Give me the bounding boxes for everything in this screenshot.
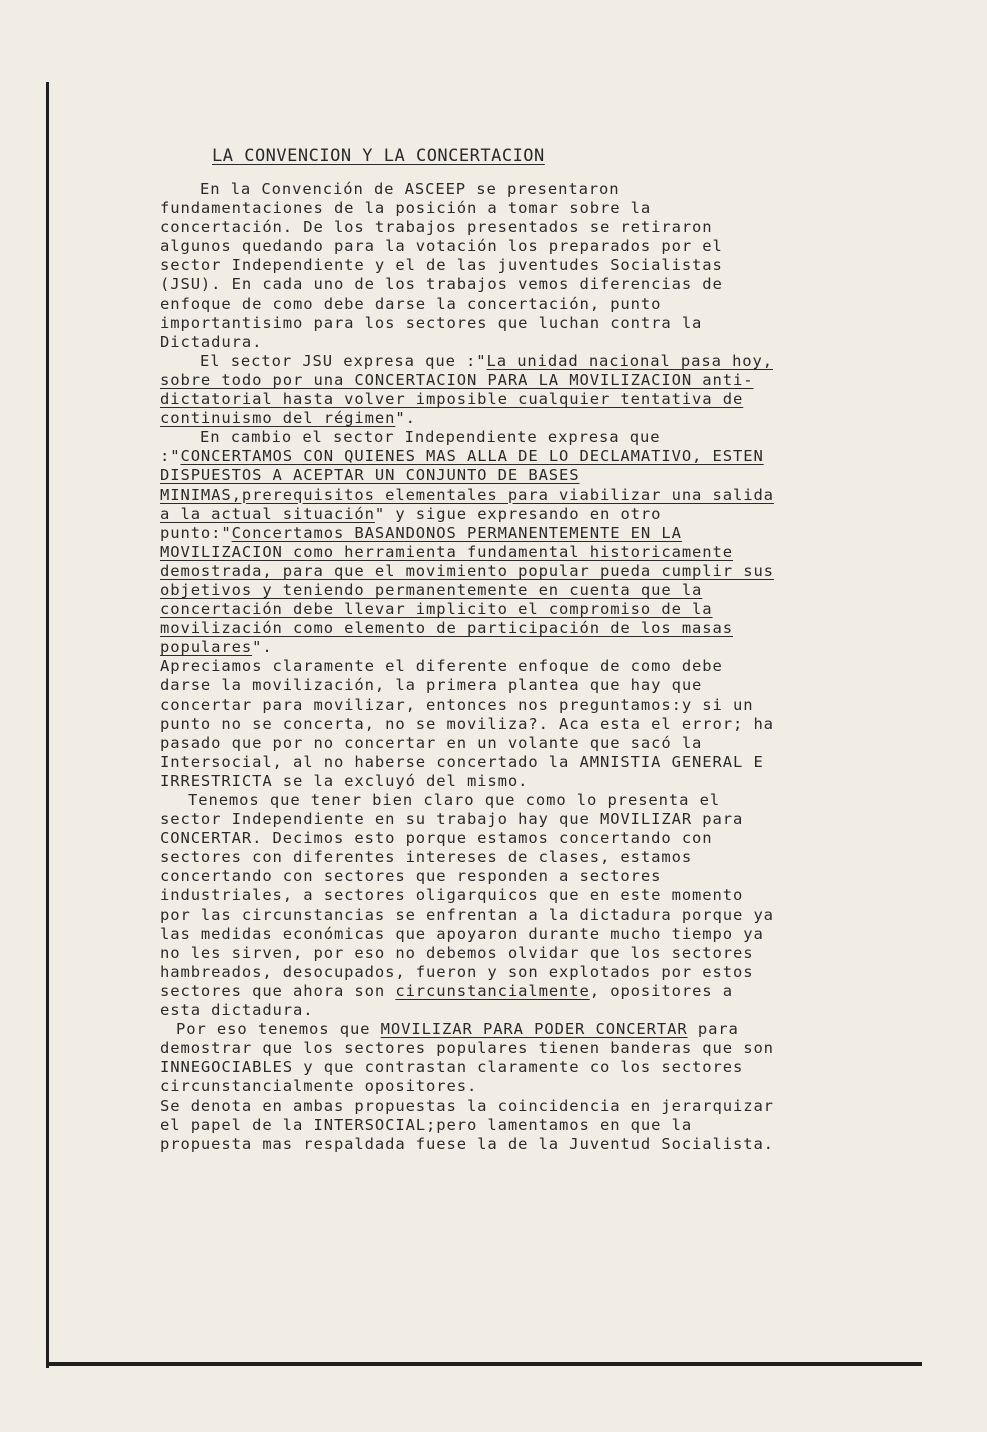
article-title: LA CONVENCION Y LA CONCERTACION [212,146,545,166]
paragraph-text: El sector JSU expresa que :" [200,351,487,370]
paragraph [160,657,780,791]
paragraph [160,791,780,1020]
paragraph-text: ". [252,638,273,657]
underlined-quote: Concertamos BASANDONOS PERMANENTEMENTE EN LA MOVILIZACION como herramienta fundamental historicamente demostrada, para que el movimiento popular pueda cumplir sus objetivos y teniendo permanentemente en cuenta que la concertación debe llevar implicito el compromiso de la movilización como elemento de participación de los masas populares [160,523,774,657]
paragraph-text: " y sigue expresando en otro punto:" [160,504,662,542]
underlined-quote: MOVILIZAR PARA PODER CONCERTAR [380,1020,688,1039]
paragraph-text: Se denota en ambas propuestas la coincidencia en jerarquizar el papel de la INTERSOCIAL;pero lamentamos en que la propuesta mas respaldada fuese la de la Juventud Socialista. [160,1096,774,1153]
bottom-rule [46,1362,922,1366]
paragraph-text: Por eso tenemos que [176,1020,381,1039]
paragraph [160,428,780,657]
paragraph [160,1020,780,1096]
paragraph-text: ". [395,409,416,428]
paragraph-text: para demostrar que los sectores populares tienen banderas que son INNEGOCIABLES y que contrastan claramente co los sectores circunstancialmente opositores. [160,1020,774,1096]
paragraph-text: En la Convención de ASCEEP se presentaron fundamentaciones de la posición a tomar sobre la concertación. De los trabajos presentados se retiraron algunos quedando para la votación los preparados por el sector Independiente y el de las juventudes Socialistas (JSU). En cada uno de los trabajos vemos diferencias de enfoque de como debe darse la concertación, punto importantisimo para los sectores que luchan contra la Dictadura. [160,180,723,351]
paragraph [160,1097,780,1154]
paragraph-text: Apreciamos claramente el diferente enfoque de como debe darse la movilización, la primera plantea que hay que concertar para movilizar, entonces nos preguntamos:y si un punto no se concerta, no se moviliza?. Aca esta el error; ha pasado que por no concertar en un volante que sacó la Intersocial, al no haberse concertado la AMNISTIA GENERAL E IRRESTRICTA se la excluyó del mismo. [160,657,774,790]
underlined-quote: CONCERTAMOS CON QUIENES MAS ALLA DE LO DECLAMATIVO, ESTEN DISPUESTOS A ACEPTAR UN CONJUNTO DE BASES MINIMAS,prerequisitos elementales para viabilizar una salida a la actual situación [160,447,774,523]
article-body [160,180,780,1154]
paragraph-text: Tenemos que tener bien claro que como lo presenta el sector Independiente en su trabajo hay que MOVILIZAR para CONCERTAR. Decimos esto porque estamos concertando con sectores con diferentes intereses de clases, estamos concertando con sectores que responden a sectores industriales, a sectores oligarquicos que en este momento por las circunstancias se enfrentan a la dictadura porque ya las medidas económicas que apoyaron durante mucho tiempo ya no les sirven, por eso no debemos olvidar que los sectores hambreados, desocupados, fueron y son explotados por estos sectores que ahora son [160,791,774,1000]
paragraph [160,352,780,428]
underlined-quote: La unidad nacional pasa hoy, sobre todo por una CONCERTACION PARA LA MOVILIZACION anti-dictatorial hasta volver imposible cualquier tentativa de continuismo del régimen [160,351,773,428]
paragraph-text: , opositores a esta dictadura. [160,981,733,1020]
paragraph [160,180,780,352]
left-margin-rule [46,82,49,1368]
underlined-quote: circunstancialmente [395,981,590,1000]
paragraph-text: En cambio el sector Independiente expresa que :" [160,428,661,466]
